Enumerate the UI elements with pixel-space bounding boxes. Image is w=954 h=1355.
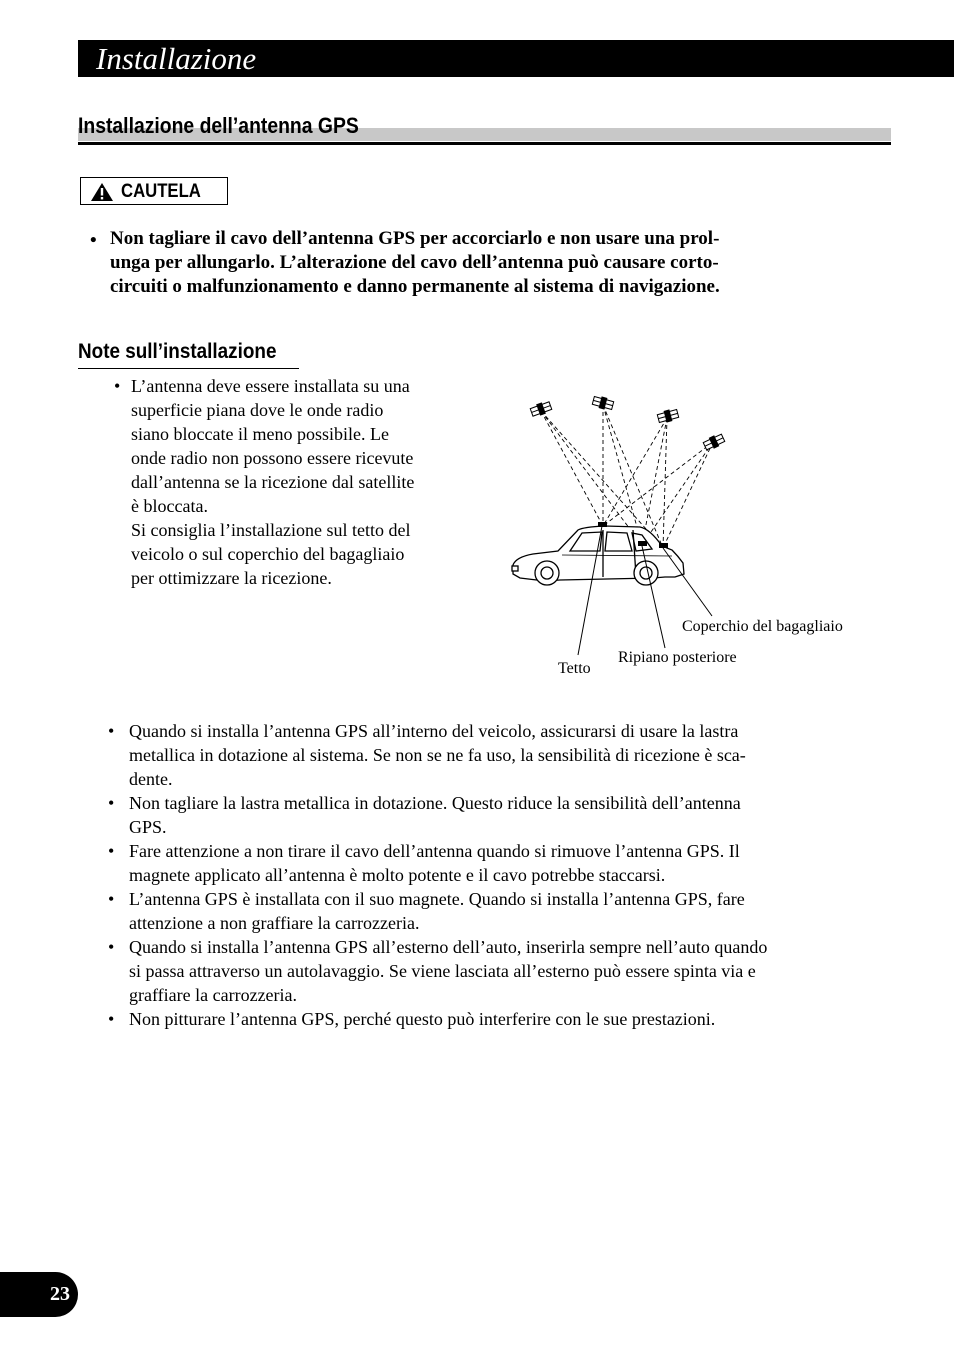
- notes-title: Note sull’installazione: [78, 340, 277, 363]
- bullet-mark: •: [108, 793, 115, 813]
- notes-line: dall’antenna se la ricezione dal satellite: [131, 472, 415, 492]
- caution-line: circuiti o malfunzionamento e danno permanente al sistema di navigazione.: [110, 276, 720, 297]
- gps-antenna-icon: [659, 543, 668, 548]
- bullet-mark: •: [108, 937, 115, 957]
- header-bar: [78, 40, 954, 77]
- list-line: Non pitturare l’antenna GPS, perché questo può interferire con le sue prestazioni.: [129, 1009, 716, 1029]
- list-item: [108, 887, 868, 935]
- list-line: si passa attraverso un autolavaggio. Se viene lasciata all’esterno può essere spinta via e: [129, 961, 756, 981]
- list-item: [108, 719, 868, 791]
- list-item: [108, 791, 868, 839]
- notes-line: per ottimizzare la ricezione.: [131, 568, 332, 588]
- caution-bullet: •: [90, 230, 97, 251]
- heading-rule: [78, 142, 891, 145]
- notes-heading: [78, 338, 299, 369]
- notes-line: superficie piana dove le onde radio: [131, 400, 384, 420]
- list-line: dente.: [129, 769, 173, 789]
- gps-installation-diagram: [500, 385, 880, 685]
- page-title: Installazione: [96, 41, 257, 76]
- list-line: attenzione a non graffiare la carrozzeria.: [129, 913, 420, 933]
- gps-antenna-icon: [598, 522, 607, 527]
- notes-line: siano bloccate il meno possibile. Le: [131, 424, 389, 444]
- list-line: Quando si installa l’antenna GPS all’esterno dell’auto, inserirla sempre nell’auto quando: [129, 937, 768, 957]
- bullet-mark: •: [108, 1009, 115, 1029]
- list-line: magnete applicato all’antenna è molto potente e il cavo potrebbe staccarsi.: [129, 865, 666, 885]
- label-trunk-lid: Coperchio del bagagliaio: [682, 618, 843, 635]
- caution-badge: [80, 177, 228, 205]
- gps-antenna-icon: [638, 541, 647, 546]
- caution-line: unga per allungarlo. L’alterazione del cavo dell’antenna può causare corto-: [110, 252, 719, 273]
- notes-bullet: •: [114, 376, 121, 396]
- bullet-mark: •: [108, 841, 115, 861]
- list-line: Fare attenzione a non tirare il cavo dell’antenna quando si rimuove l’antenna GPS. Il: [129, 841, 740, 861]
- list-line: Quando si installa l’antenna GPS all’interno del veicolo, assicurarsi di usare la lastra: [129, 721, 739, 741]
- label-roof: Tetto: [558, 660, 591, 677]
- label-rear-shelf: Ripiano posteriore: [618, 649, 737, 666]
- caution-text: [110, 227, 850, 299]
- satellite-icon: [657, 408, 679, 425]
- caution-label: CAUTELA: [121, 181, 201, 202]
- page-number-tab: [0, 1272, 78, 1317]
- section-title: Installazione dell’antenna GPS: [78, 113, 359, 138]
- list-line: metallica in dotazione al sistema. Se non se ne fa uso, la sensibilità di ricezione è sca-: [129, 745, 746, 765]
- notes-line: onde radio non possono essere ricevute: [131, 448, 414, 468]
- list-line: GPS.: [129, 817, 167, 837]
- notes-line: Si consiglia l’installazione sul tetto del: [131, 520, 411, 540]
- satellite-icon: [592, 395, 614, 412]
- satellite-icon: [702, 432, 725, 451]
- satellite-icon: [530, 400, 553, 418]
- list-line: Non tagliare la lastra metallica in dotazione. Questo riduce la sensibilità dell’antenna: [129, 793, 741, 813]
- notes-line: veicolo o sul coperchio del bagagliaio: [131, 544, 405, 564]
- notes-text: [131, 374, 461, 590]
- page-number: 23: [50, 1283, 70, 1305]
- precautions-list: [108, 719, 868, 1031]
- bullet-mark: •: [108, 889, 115, 909]
- caution-line: Non tagliare il cavo dell’antenna GPS per accorciarlo e non usare una prol-: [110, 228, 720, 249]
- notes-line: è bloccata.: [131, 496, 208, 516]
- list-item: [108, 1007, 868, 1031]
- warning-triangle-icon: [90, 182, 114, 202]
- bullet-mark: •: [108, 721, 115, 741]
- list-line: L’antenna GPS è installata con il suo magnete. Quando si installa l’antenna GPS, fare: [129, 889, 745, 909]
- section-heading: [78, 112, 891, 146]
- list-item: [108, 839, 868, 887]
- notes-line: L’antenna deve essere installata su una: [131, 376, 410, 396]
- car-icon: [512, 526, 684, 585]
- list-item: [108, 935, 868, 1007]
- list-line: graffiare la carrozzeria.: [129, 985, 298, 1005]
